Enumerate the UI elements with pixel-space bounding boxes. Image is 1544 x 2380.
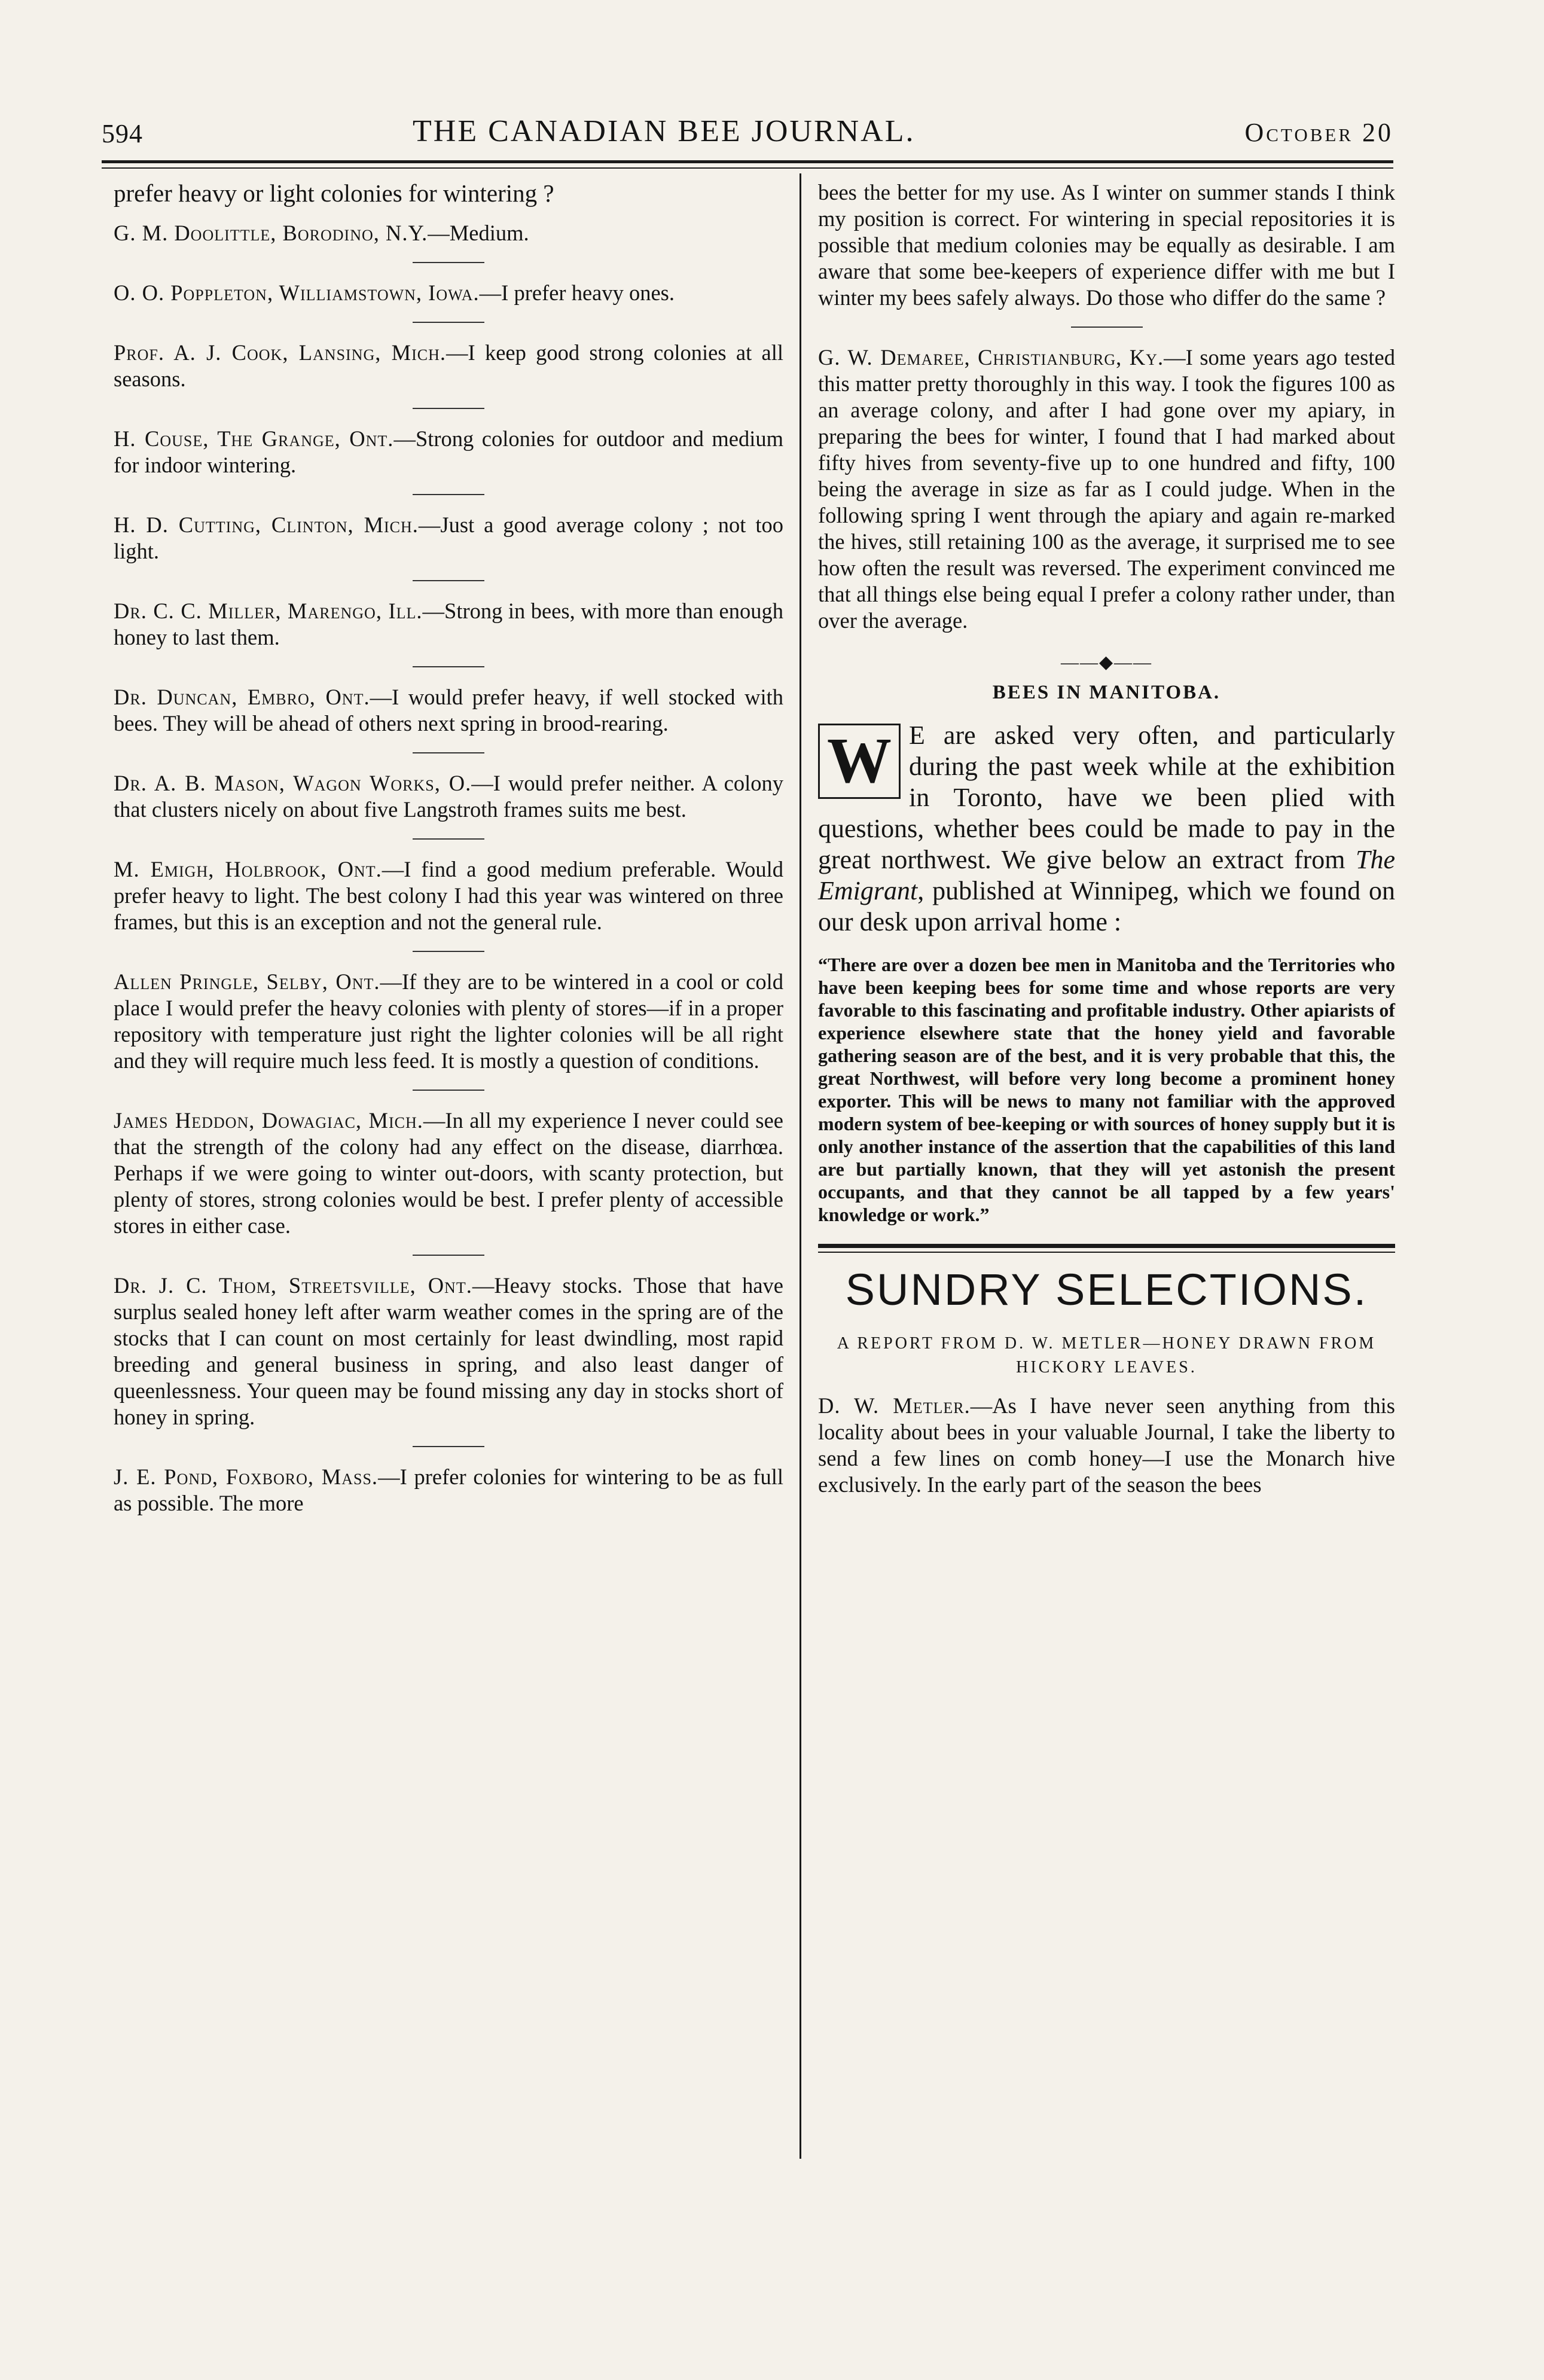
answer-text: —In all my experience I never could see that the strength of the colony had any effect on the disease, diarrhœa. Perhaps if we were going to winter out-doors, with scanty protection, but plenty of stores, strong colonies would be best. I prefer plenty of accessible stores in either case. bbox=[114, 1108, 784, 1238]
page-number: 594 bbox=[102, 119, 143, 148]
header-rule-thin bbox=[102, 167, 1393, 169]
question-continuation: prefer heavy or light colonies for wintering ? bbox=[114, 179, 554, 207]
answer-text: —If they are to be wintered in a cool or cold place I would prefer the heavy colonies with plenty of stores—if in a proper repository with temperature just right the lighter colonies will be all right and they will require much less feed. It is mostly a question of conditions. bbox=[114, 969, 783, 1073]
answer-demaree bbox=[818, 344, 1395, 634]
answer-couse bbox=[114, 426, 783, 478]
separator bbox=[413, 838, 484, 840]
answer-text: —As I have never seen anything from this locality about bees in your valuable Journal, I take the liberty to send a few lines on comb honey—I use the Monarch hive exclusively. In the early part of the season the bees bbox=[818, 1393, 1395, 1497]
page-header bbox=[102, 114, 1393, 155]
bees-intro-text-end: , published at Winnipeg, which we found on our desk upon arrival home : bbox=[818, 876, 1395, 936]
answer-author: Allen Pringle, Selby, Ont. bbox=[114, 969, 380, 994]
answer-author: Dr. C. C. Miller, Marengo, Ill. bbox=[114, 599, 423, 623]
right-column bbox=[818, 179, 1395, 1514]
answer-text: —I prefer colonies for wintering to be as full as possible. The more bbox=[114, 1464, 783, 1515]
separator bbox=[413, 580, 484, 581]
answer-metler bbox=[818, 1393, 1395, 1498]
bees-in-manitoba-title: BEES IN MANITOBA. bbox=[992, 682, 1221, 703]
answer-text: —I some years ago tested this matter pretty thoroughly in this way. I took the figures 100 as an average colony, and after I had gone over my apiary, in preparing the bees for winter, I found that I had marked about fifty hives from seventy-five up to one hundred and fifty, 100 being the average in size as far as I could judge. When in the following spring I went through the apiary and again re-marked the hives, still retaining 100 as the average, it surprised me to see how often the result was reversed. The experiment convinced me that all things else being equal I prefer a colony rather under, than over the average. bbox=[818, 345, 1395, 633]
drop-cap: W bbox=[818, 724, 901, 799]
answer-text: —Heavy stocks. Those that have surplus sealed honey left after warm weather comes in the spring are of the stocks that I can count on most certainly for least dwindling, most rapid breeding and general business in spring, and also least danger of queenlessness. Your queen may be found missing any day in stocks short of honey in spring. bbox=[114, 1273, 783, 1429]
column-divider bbox=[800, 173, 801, 2159]
sundry-rule-thin bbox=[818, 1252, 1395, 1253]
separator bbox=[413, 262, 484, 263]
bees-intro bbox=[818, 720, 1395, 938]
answer-poppleton bbox=[114, 280, 783, 306]
header-rule-thick bbox=[102, 160, 1393, 163]
answer-text: —I prefer heavy ones. bbox=[479, 280, 675, 305]
answer-duncan bbox=[114, 684, 783, 737]
separator bbox=[413, 951, 484, 952]
answer-text: —Strong in bees, with more than enough honey to last them. bbox=[114, 599, 783, 649]
answer-author: O. O. Poppleton, Williamstown, Iowa. bbox=[114, 280, 480, 305]
answer-text: —Strong colonies for outdoor and medium for indoor wintering. bbox=[114, 426, 783, 477]
journal-title: THE CANADIAN BEE JOURNAL. bbox=[413, 114, 916, 148]
sundry-rule-thick bbox=[818, 1244, 1395, 1248]
emigrant-quote: “There are over a dozen bee men in Manitoba and the Territories who have been keeping bees for some time and whose reports are very favorable to this fascinating and profitable industry. Other apiarists of experience elsewhere state that the honey yield and favorable gathering season are of the best, and it is very probable that this, the great Northwest, will before very long become a prominent honey exporter. This will be news to many not familiar with the approved modern system of bee-keeping or with sources of honey supply but it is only another instance of the assertion that the capabilities of this land are but partially known, that they will yet astonish the present occupants, and that they cannot be all tapped by a few years' knowledge or work.” bbox=[818, 954, 1395, 1225]
answer-text: —I would prefer neither. A colony that clusters nicely on about five Langstroth frames suits me best. bbox=[114, 771, 783, 822]
sundry-selections-title: SUNDRY SELECTIONS. bbox=[845, 1265, 1368, 1314]
answer-doolittle bbox=[114, 220, 783, 246]
issue-date: October 20 bbox=[1244, 118, 1393, 147]
answer-heddon bbox=[114, 1107, 783, 1239]
answer-author: G. M. Doolittle, Borodino, N.Y. bbox=[114, 221, 428, 245]
separator bbox=[413, 1090, 484, 1091]
separator bbox=[1071, 327, 1143, 328]
answer-cook bbox=[114, 340, 783, 392]
left-column bbox=[114, 179, 783, 1532]
bees-intro-text-start: E are asked very often, and particularly during the past week while at the exhibition in Toronto, have we been plied with questions, whether bees could be made to pay in the great northwest. We give below an extract from bbox=[818, 721, 1395, 874]
answer-author: Dr. A. B. Mason, Wagon Works, O. bbox=[114, 771, 472, 795]
answer-text: —Just a good average colony ; not too light. bbox=[114, 512, 783, 563]
answer-author: M. Emigh, Holbrook, Ont. bbox=[114, 857, 382, 881]
answer-author: James Heddon, Dowagiac, Mich. bbox=[114, 1108, 423, 1133]
answer-author: H. D. Cutting, Clinton, Mich. bbox=[114, 512, 419, 537]
section-ornament: ——◆—— bbox=[1060, 652, 1153, 672]
answer-cutting bbox=[114, 512, 783, 565]
answer-author: D. W. Metler. bbox=[818, 1393, 971, 1418]
separator bbox=[413, 1255, 484, 1256]
answer-text: —I find a good medium preferable. Would prefer heavy to light. The best colony I had this year was wintered on three frames, but this is an exception and not the general rule. bbox=[114, 857, 783, 934]
separator bbox=[413, 752, 484, 753]
pond-continuation: bees the better for my use. As I winter on summer stands I think my position is correct. For wintering in special repositories it is possible that medium colonies may be equally as desirable. I am aware that some bee-keepers of experience differ with me but I winter my bees safely always. Do those who differ do the same ? bbox=[818, 180, 1395, 310]
answer-emigh bbox=[114, 856, 783, 935]
emigrant-title: The Emigrant bbox=[818, 845, 1395, 905]
answer-text: —Medium. bbox=[428, 221, 529, 245]
separator bbox=[413, 322, 484, 323]
answer-author: Prof. A. J. Cook, Lansing, Mich. bbox=[114, 340, 447, 365]
separator bbox=[413, 666, 484, 667]
separator bbox=[413, 494, 484, 495]
answer-miller bbox=[114, 598, 783, 651]
answer-author: H. Couse, The Grange, Ont. bbox=[114, 426, 394, 451]
separator bbox=[413, 1446, 484, 1447]
report-heading: A REPORT FROM D. W. METLER—HONEY DRAWN FROM HICKORY LEAVES. bbox=[837, 1334, 1377, 1377]
answer-author: Dr. Duncan, Embro, Ont. bbox=[114, 685, 370, 709]
answer-pringle bbox=[114, 969, 783, 1074]
answer-author: Dr. J. C. Thom, Streetsville, Ont. bbox=[114, 1273, 472, 1298]
answer-author: J. E. Pond, Foxboro, Mass. bbox=[114, 1464, 379, 1489]
answer-pond bbox=[114, 1464, 783, 1517]
answer-author: G. W. Demaree, Christianburg, Ky. bbox=[818, 345, 1164, 370]
answer-mason bbox=[114, 770, 783, 823]
answer-text: —I would prefer heavy, if well stocked with bees. They will be ahead of others next spring in brood-rearing. bbox=[114, 685, 783, 736]
answer-thom bbox=[114, 1273, 783, 1430]
separator bbox=[413, 408, 484, 409]
answer-text: —I keep good strong colonies at all seasons. bbox=[114, 340, 783, 391]
